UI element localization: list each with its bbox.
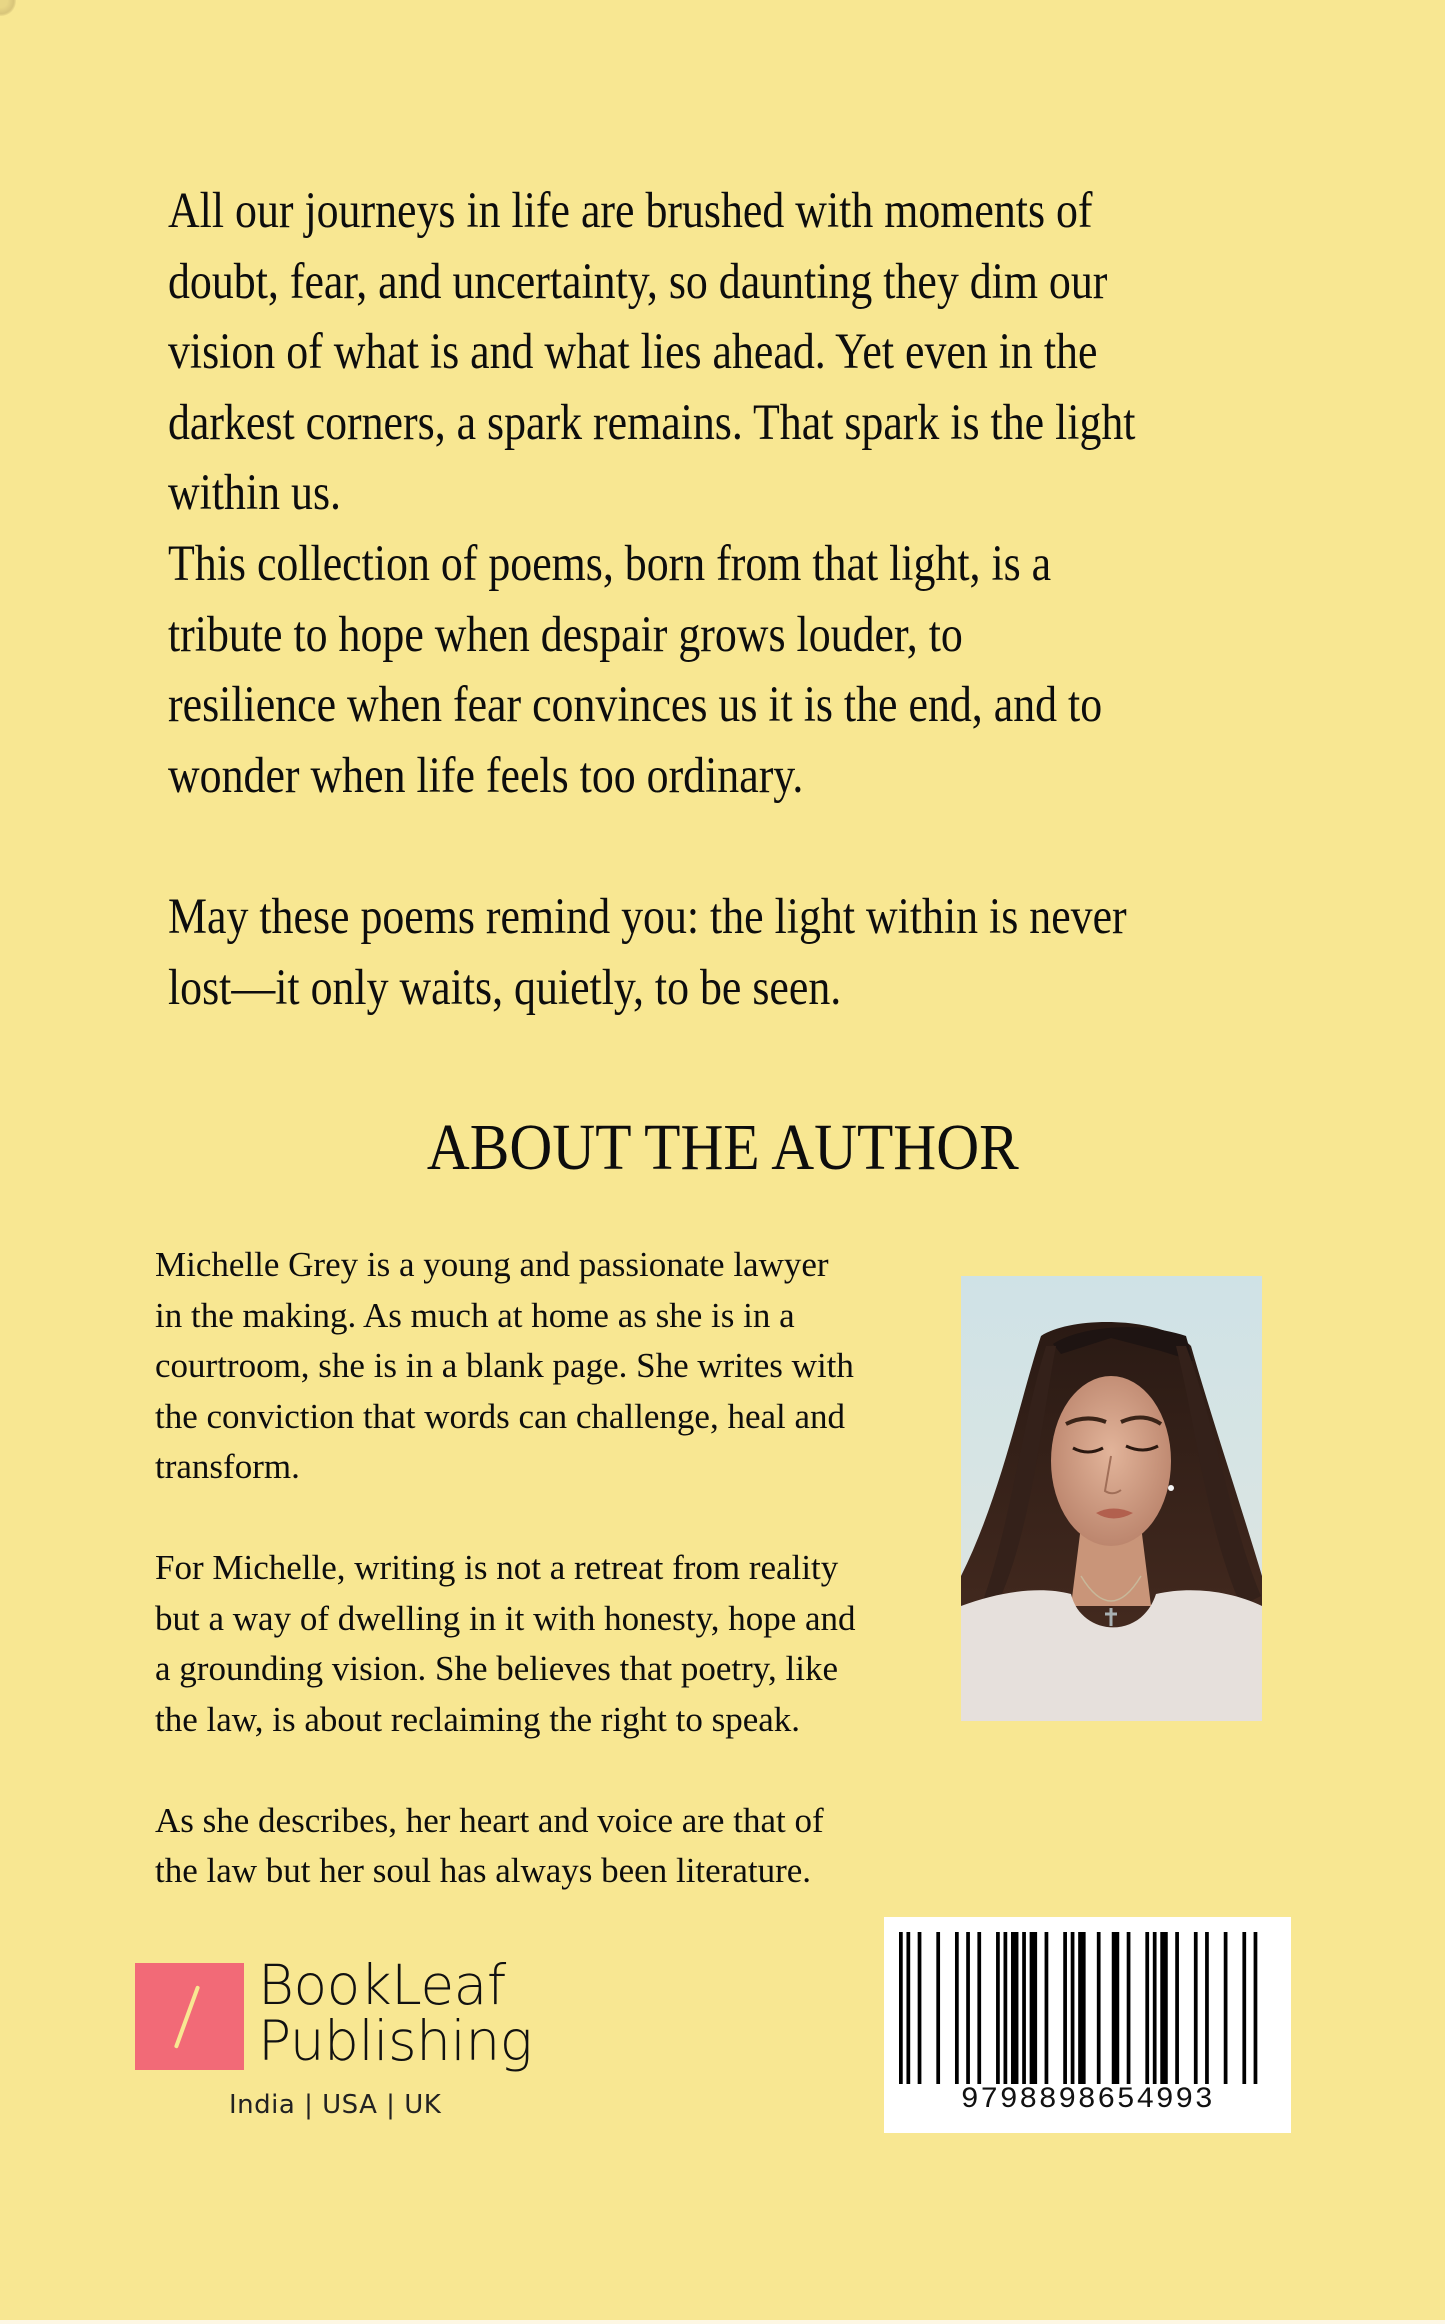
bio-line: transform. [155,1447,300,1486]
blurb-line: wonder when life feels too ordinary. [168,747,804,804]
blurb-line: All our journeys in life are brushed with moments of [168,183,1093,239]
paragraph-gap [155,1745,955,1796]
blurb-line: lost—it only waits, quietly, to be seen. [168,959,842,1016]
bio-line: the law, is about reclaiming the right to speak. [155,1699,801,1739]
blurb [168,176,1312,1023]
publisher-name-line-1: BookLeaf [258,1953,506,2017]
publisher-regions: India | USA | UK [229,2090,442,2120]
blurb-line: vision of what is and what lies ahead. Yet even in the [168,324,1098,381]
barcode-bars [899,1932,1276,2084]
paragraph-gap [168,811,1312,882]
bio-line: but a way of dwelling in it with honesty, hope and [155,1598,856,1638]
bio-line: in the making. As much at home as she is in a [155,1295,795,1335]
blurb-line: within us. [168,465,342,522]
author-bio [155,1240,955,1897]
publisher-name [258,1953,533,2073]
slash-icon [174,1985,200,2048]
bio-line: Michelle Grey is a young and passionate lawyer [155,1245,829,1284]
paragraph-gap [155,1493,955,1544]
blurb-line: tribute to hope when despair grows louder, to [168,606,963,663]
logo-mark [135,1963,244,2070]
heading-text: ABOUT THE AUTHOR [426,1111,1019,1184]
author-photo [961,1276,1262,1721]
publisher-logo [135,1953,555,2133]
about-author-heading [0,1108,1445,1188]
bio-line: the law but her soul has always been literature. [155,1851,812,1890]
publisher-name-line-2: Publishing [258,2009,533,2073]
blurb-line: doubt, fear, and uncertainty, so daunting they dim our [168,253,1108,310]
bio-line: courtroom, she is in a blank page. She writes with [155,1346,854,1385]
blurb-line: resilience when fear convinces us it is the end, and to [168,677,1103,734]
bio-line: the conviction that words can challenge, heal and [155,1396,846,1436]
blurb-line: May these poems remind you: the light within is never [168,888,1127,945]
bio-line: As she describes, her heart and voice are that of [155,1800,824,1840]
bio-line: For Michelle, writing is not a retreat from reality [155,1548,839,1587]
isbn-number: 9798898654993 [960,2083,1215,2117]
page-edge [0,2320,1445,2324]
bio-line: a grounding vision. She believes that poetry, like [155,1649,839,1688]
portrait-illustration [961,1276,1262,1721]
blurb-line: This collection of poems, born from that light, is a [168,535,1052,592]
isbn-barcode [884,1917,1291,2133]
corner-mark [0,0,16,16]
blurb-line: darkest corners, a spark remains. That spark is the light [168,394,1136,451]
